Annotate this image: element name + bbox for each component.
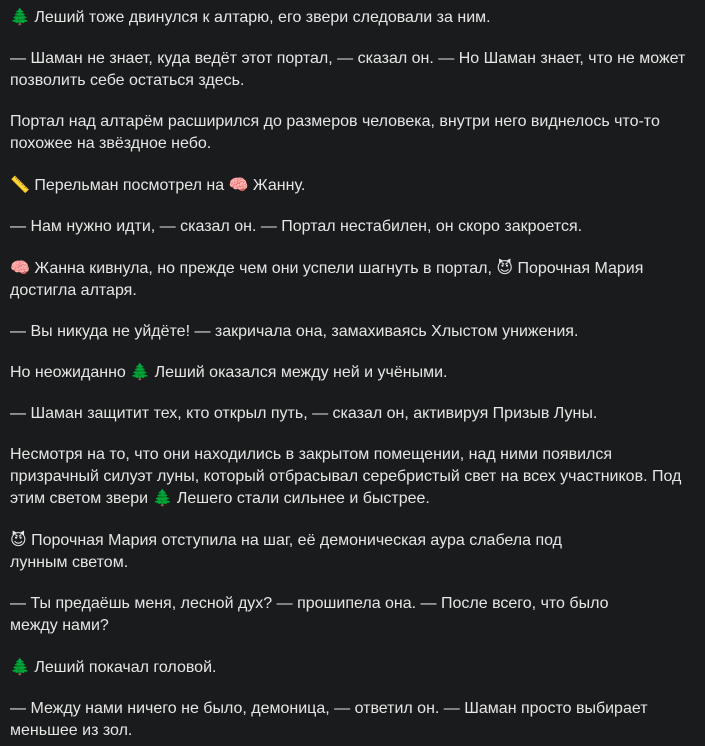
paragraph: — Нам нужно идти, — сказал он. — Портал нестабилен, он скоро закроется.: [10, 218, 583, 235]
paragraph: Но неожиданно 🌲 Леший оказался между ней и учёными.: [10, 364, 448, 381]
paragraph: — Шаман не знает, куда ведёт этот портал, — сказал он. — Но Шаман знает, что не может позволить себе остаться здесь.: [10, 50, 686, 89]
brain-icon: 🧠: [10, 258, 30, 277]
paragraph: — Между нами ничего не было, демоница, — ответил он. — Шаман просто выбирает меньшее из зол.: [10, 700, 648, 739]
paragraph: 🌲 Леший тоже двинулся к алтарю, его звери следовали за ним.: [10, 7, 491, 26]
tree-icon: 🌲: [10, 657, 30, 676]
devil-icon: 😈: [10, 530, 27, 549]
paragraph: 📏 Перельман посмотрел на 🧠 Жанну.: [10, 175, 306, 194]
paragraph: Портал над алтарём расширился до размеров человека, внутри него виднелось что-то похожее на звёздное небо.: [10, 113, 660, 152]
paragraph: 🧠 Жанна кивнула, но прежде чем они успели шагнуть в портал, 😈 Порочная Мария достигла алтаря.: [10, 258, 644, 299]
paragraph: Несмотря на то, что они находились в закрытом помещении, над ними появился призрачный силуэт луны, который отбрасывал серебристый свет на всех участников. Под этим светом звери 🌲 Лешего стали сильнее и быстрее.: [10, 446, 682, 507]
paragraph: — Вы никуда не уйдёте! — закричала она, замахиваясь Хлыстом унижения.: [10, 323, 579, 340]
ruler-icon: 📏: [10, 175, 30, 194]
paragraph: — Шаман защитит тех, кто открыл путь, — сказал он, активируя Призыв Луны.: [10, 405, 598, 422]
tree-icon: 🌲: [10, 7, 30, 26]
paragraph: 🌲 Леший покачал головой.: [10, 657, 217, 676]
paragraph: — Ты предаёшь меня, лесной дух? — прошипела она. — После всего, что было между нами?: [10, 595, 609, 634]
paragraph: 😈 Порочная Мария отступила на шаг, её демоническая аура слабела под лунным светом.: [10, 530, 563, 571]
